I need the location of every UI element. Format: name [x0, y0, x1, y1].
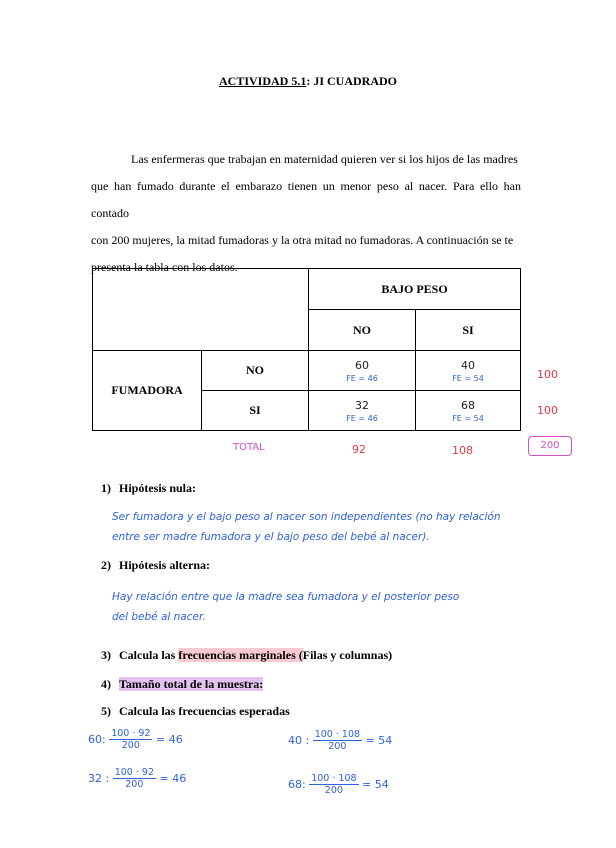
- expected-calc-1-denominator: 200: [121, 740, 140, 751]
- grand-total-box: 200: [528, 436, 572, 456]
- cell-si-no-value: 32: [355, 399, 369, 412]
- cell-no-si-fe: FE = 54: [452, 374, 484, 383]
- intro-line-3: con 200 mujeres, la mitad fumadoras y la otra mitad no fumadoras. A continuación se te: [91, 233, 514, 247]
- expected-calc-2-numerator: 100 · 108: [314, 729, 361, 740]
- expected-calc-4-result: = 54: [362, 778, 389, 791]
- intro-line-2: que han fumado durante el embarazo tienen un menor peso al nacer. Para ello han contado: [91, 179, 521, 220]
- expected-calc-4-fraction: [309, 773, 358, 796]
- question-4-number: 4): [101, 677, 111, 691]
- cell-no-no: [309, 351, 416, 391]
- expected-calc-2-label: 40 :: [288, 734, 310, 747]
- expected-calc-2-fraction: [313, 729, 362, 752]
- col-group-header: BAJO PESO: [309, 269, 521, 310]
- expected-calc-2-denominator: 200: [328, 741, 347, 752]
- col-total-si: 108: [452, 444, 473, 457]
- row-header-si: SI: [202, 391, 309, 431]
- expected-calc-4-denominator: 200: [324, 785, 343, 796]
- question-1-number: 1): [101, 481, 111, 495]
- question-1: [101, 481, 196, 496]
- expected-calc-3-label: 32 :: [88, 772, 110, 785]
- question-3-text-c: Filas y columnas): [302, 648, 393, 662]
- page-title: [0, 74, 616, 89]
- question-3-number: 3): [101, 648, 111, 662]
- expected-calc-4-numerator: 100 · 108: [311, 773, 357, 784]
- question-3: [101, 648, 392, 663]
- cell-si-no-fe: FE = 46: [346, 414, 378, 423]
- col-total-no: 92: [352, 443, 366, 456]
- row-total-no: 100: [537, 368, 558, 381]
- intro-line-1: Las enfermeras que trabajan en maternidad quieren ver si los hijos de las madres: [131, 152, 518, 166]
- expected-calc-1-result: = 46: [155, 733, 183, 746]
- expected-calc-2: [288, 729, 392, 752]
- title-subject: : JI CUADRADO: [306, 74, 397, 88]
- cell-si-no: [309, 391, 416, 431]
- expected-calc-3-denominator: 200: [125, 779, 144, 790]
- question-5: [101, 704, 290, 719]
- cell-no-no-value: 60: [355, 359, 369, 372]
- answer-1: [112, 507, 501, 547]
- expected-calc-1-fraction: [109, 728, 152, 751]
- table-empty-corner: [93, 269, 309, 351]
- cell-si-si: [416, 391, 521, 431]
- question-5-number: 5): [101, 704, 111, 718]
- answer-2-line-2: del bebé al nacer.: [112, 611, 206, 623]
- cell-no-no-fe: FE = 46: [346, 374, 378, 383]
- question-1-text: Hipótesis nula:: [119, 481, 197, 495]
- expected-calc-1: [88, 728, 183, 751]
- question-3-text-highlight: frecuencias marginales (: [178, 648, 303, 662]
- expected-calc-1-numerator: 100 · 92: [111, 728, 151, 739]
- intro-line-4: presenta la tabla con los datos.: [91, 260, 238, 274]
- question-2-text: Hipótesis alterna:: [119, 558, 210, 572]
- answer-2-line-1: Hay relación entre que la madre sea fumadora y el posterior peso: [112, 591, 460, 603]
- col-header-si: SI: [416, 310, 521, 351]
- title-activity: ACTIVIDAD 5.1: [218, 74, 307, 88]
- cell-si-si-value: 68: [461, 399, 475, 412]
- question-2-number: 2): [101, 558, 111, 572]
- cell-no-si: [416, 351, 521, 391]
- expected-calc-1-label: 60:: [88, 733, 106, 746]
- expected-calc-3-fraction: [113, 767, 156, 790]
- expected-calc-3-result: = 46: [159, 772, 187, 785]
- cell-no-si-value: 40: [461, 359, 475, 372]
- intro-paragraph: [91, 146, 521, 281]
- question-4-text: Tamaño total de la muestra:: [119, 677, 264, 691]
- expected-calc-3: [88, 767, 186, 790]
- col-header-no: NO: [309, 310, 416, 351]
- question-4: [101, 677, 263, 692]
- answer-2: [112, 587, 459, 627]
- contingency-table: [92, 268, 521, 431]
- row-group-header: FUMADORA: [93, 351, 202, 431]
- answer-1-line-1: Ser fumadora y el bajo peso al nacer son independientes (no hay relación: [112, 511, 501, 523]
- question-5-text: Calcula las frecuencias esperadas: [119, 704, 290, 718]
- expected-calc-4: [288, 773, 389, 796]
- total-label: TOTAL: [233, 442, 265, 453]
- row-total-si: 100: [537, 404, 558, 417]
- expected-calc-3-numerator: 100 · 92: [114, 767, 154, 778]
- answer-1-line-2: entre ser madre fumadora y el bajo peso del bebé al nacer).: [112, 531, 430, 543]
- row-header-no: NO: [202, 351, 309, 391]
- expected-calc-2-result: = 54: [365, 734, 393, 747]
- question-2: [101, 558, 210, 573]
- expected-calc-4-label: 68:: [288, 778, 306, 791]
- cell-si-si-fe: FE = 54: [452, 414, 484, 423]
- question-3-text-a: Calcula las: [119, 648, 179, 662]
